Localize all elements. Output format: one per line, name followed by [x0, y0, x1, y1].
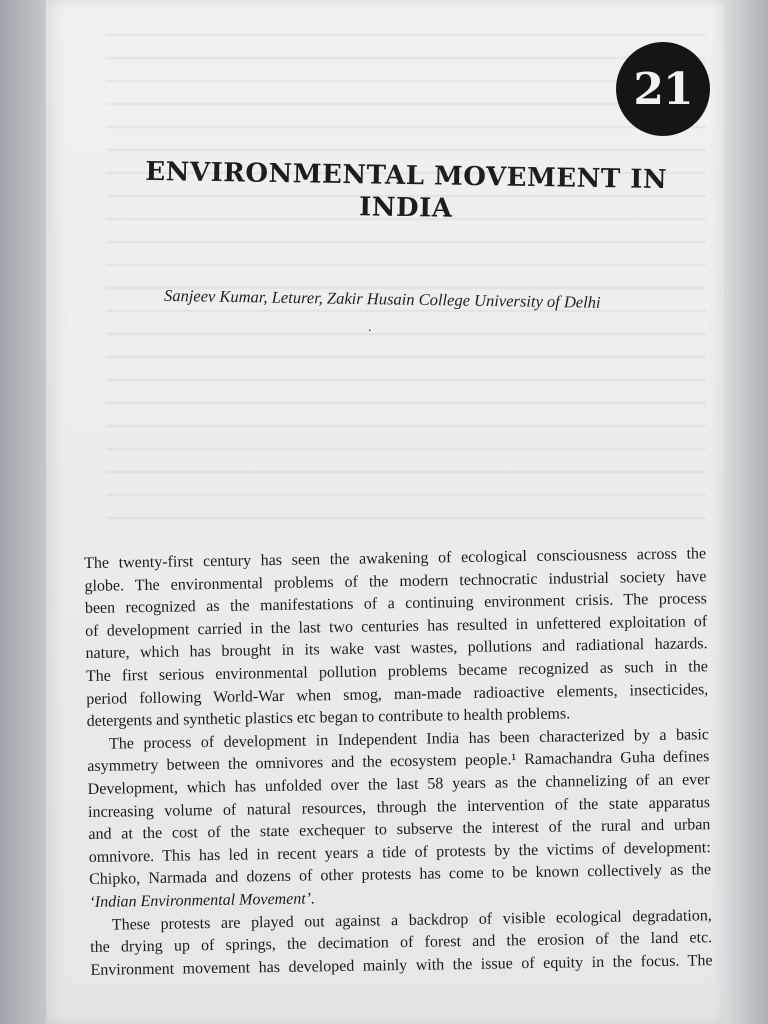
chapter-title — [126, 156, 687, 229]
body-line: period following World-War when smog, man-made radioactive elements, insecticides, — [86, 680, 709, 708]
book-gutter-left — [0, 0, 46, 1024]
book-page — [46, 0, 724, 1024]
stray-dot: . — [368, 320, 372, 335]
body-line: of development carried in the last two centuries has resulted in unfettered exploitation of — [85, 613, 708, 640]
body-line: Development, which has unfolded over the last 58 years as the channelizing of an ever — [87, 771, 710, 798]
body-line: The first serious environmental pollution problems became recognized as such in the — [85, 658, 708, 685]
book-edge-right — [724, 0, 768, 1024]
chapter-number-badge — [616, 42, 710, 136]
body-line: the drying up of springs, the decimation of forest and the erosion of the land etc. — [90, 929, 713, 957]
body-line: asymmetry between the omnivores and the ecosystem people.¹ Ramachandra Guha defines — [87, 748, 710, 776]
body-text — [84, 543, 713, 982]
body-line: These protests are played out against a backdrop of visible ecological degradation, — [111, 906, 712, 934]
body-line: globe. The environmental problems of the modern technocratic industrial society have — [84, 567, 707, 595]
author-byline: Sanjeev Kumar, Leturer, Zakir Husain College University of Delhi — [163, 285, 601, 312]
body-line: and at the cost of the state exchequer to subserve the interest of the rural and urban — [88, 816, 711, 844]
body-line: omnivore. This has led in recent years a tide of protests by the victims of development: — [88, 838, 711, 866]
body-line: ‘Indian Environmental Movement’. — [89, 890, 316, 911]
body-line: The twenty-first century has seen the awakening of ecological consciousness across the — [84, 545, 707, 572]
chapter-title-line-1: ENVIRONMENTAL MOVEMENT IN — [145, 156, 668, 196]
chapter-title-line-2: INDIA — [358, 192, 453, 224]
body-line: been recognized as the manifestations of a continuing environment crisis. The process — [84, 590, 707, 618]
body-line: increasing volume of natural resources, through the intervention of the state apparatus — [87, 793, 711, 821]
body-line: Environment movement has developed mainly with the issue of equity in the focus. The — [90, 951, 713, 979]
body-line: The process of development in Independent India has been characterized by a basic — [108, 725, 710, 753]
body-line: Chipko, Narmada and dozens of other protests has come to be known collectively as the — [88, 861, 712, 889]
body-line: nature, which has brought in its wake vast wastes, pollutions and radiational hazards. — [85, 635, 708, 663]
body-line: detergents and synthetic plastics etc began to contribute to health problems. — [86, 705, 571, 731]
chapter-number: 21 — [633, 63, 693, 115]
